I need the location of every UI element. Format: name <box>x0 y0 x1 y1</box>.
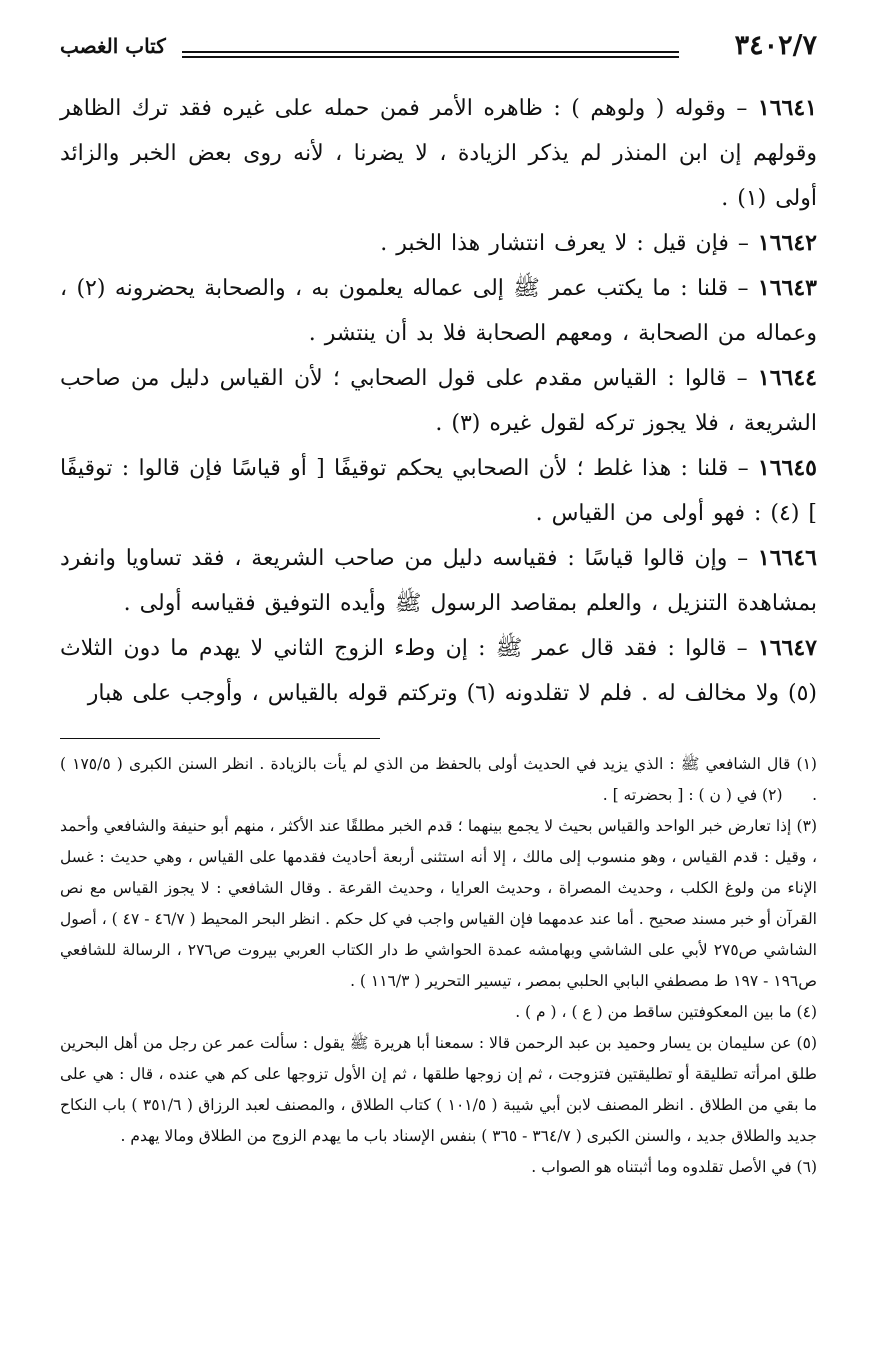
paragraph-text: قالوا : فقد قال عمر ﷺ : إن وطء الزوج الثاني لا يهدم ما دون الثلاث (٥) ولا مخالف له . فلم لا تقلدونه (٦) وتركتم قوله بالقياس ، وأوجب على هبار <box>60 636 817 706</box>
paragraph-number: ١٦٦٤٥ <box>757 455 817 481</box>
footnote-1 <box>60 749 817 811</box>
paragraph-number: ١٦٦٤٧ <box>757 635 817 661</box>
paragraph-text: قالوا : القياس مقدم على قول الصحابي ؛ لأن القياس دليل من صاحب الشريعة ، فلا يجوز تركه لقول غيره (٣) . <box>60 366 817 436</box>
paragraph-number: ١٦٦٤٦ <box>757 545 817 571</box>
paragraph: ١٦٦٤٣ – قلنا : ما يكتب عمر ﷺ إلى عماله يعلمون به ، والصحابة يحضرونه (٢) ، وعماله من الصحابة ، ومعهم الصحابة فلا بد أن ينتشر . <box>60 275 817 346</box>
footnote-3: (٣) إذا تعارض خبر الواحد والقياس بحيث لا يجمع بينهما ؛ قدم الخبر مطلقًا عند الأكثر ، منهم أبو حنيفة والشافعي وأحمد ، وقيل : قدم القياس ، وهو منسوب إلى مالك ، إلا أنه استثنى أربعة أحاديث فقدمها على القياس ، وهي حديث : غسل الإناء من ولوغ الكلب ، وحديث المصراة ، وحديث العرايا ، وحديث القرعة . وقال الشافعي : لا يجوز القياس مع نص القرآن أو خبر مسند صحيح . أما عند عدمهما فإن القياس واجب في كل حكم . انظر البحر المحيط ( ٤٦/٧ - ٤٧ ) ، أصول الشاشي ص٢٧٥ لأبي على الشاشي وبهامشه عمدة الحواشي ط دار الكتاب العربي بيروت ص٢٧٦ ، الرسالة للشافعي ص١٩٦ - ١٩٧ ط مصطفي البابي الحلبي بمصر ، تيسير التحرير ( ١١٦/٣ ) . <box>60 817 817 990</box>
footnote-text: (١) قال الشافعي ﷺ : الذي يزيد في الحديث أولى بالحفظ من الذي لم يأت بالزيادة . انظر السنن الكبرى ( ١٧٥/٥ ) . <box>60 755 817 804</box>
footnote-5: (٥) عن سليمان بن يسار وحميد بن عبد الرحمن قالا : سمعنا أبا هريرة ﷺ يقول : سألت عمر عن رجل من أهل البحرين طلق امرأته تطليقة أو تطليقتين فتزوجت ، ثم إن زوجها طلقها ، ثم إن الأول تزوجها على كم هي عنده ، قال : هي على ما بقي من الطلاق . انظر المصنف لابن أبي شيبة ( ١٠١/٥ ) كتاب الطلاق ، والمصنف لعبد الرزاق ( ٣٥١/٦ ) باب النكاح جديد والطلاق جديد ، والسنن الكبرى ( ٣٦٤/٧ - ٣٦٥ ) بنفس الإسناد باب ما يهدم الزوج من الطلاق ومالا يهدم . <box>60 1034 818 1145</box>
paragraph-number: ١٦٦٤٣ <box>757 275 817 301</box>
page-number: ٣٤٠٢/٧ <box>734 30 817 61</box>
paragraph: ١٦٦٤٧ – قالوا : فقد قال عمر ﷺ : إن وطء الزوج الثاني لا يهدم ما دون الثلاث (٥) ولا مخالف له . فلم لا تقلدونه (٦) وتركتم قوله بالقياس ، وأوجب على هبار <box>60 635 817 706</box>
paragraph-number: ١٦٦٤٤ <box>757 365 817 391</box>
footnote-4: (٤) ما بين المعكوفتين ساقط من ( ع ) ، ( م ) . <box>515 1003 817 1021</box>
paragraph-number: ١٦٦٤٢ <box>757 230 817 256</box>
book-title: كتاب الغصب <box>60 34 166 58</box>
paragraph-text: قلنا : هذا غلط ؛ لأن الصحابي يحكم توقيفًا [ أو قياسًا فإن قالوا : توقيفًا ] (٤) : فهو أولى من القياس . <box>60 456 817 526</box>
paragraph: ١٦٦٤٤ – قالوا : القياس مقدم على قول الصحابي ؛ لأن القياس دليل من صاحب الشريعة ، فلا يجوز تركه لقول غيره (٣) . <box>60 365 817 436</box>
footnotes <box>60 749 817 1183</box>
paragraph: ١٦٦٤١ – وقوله ( ولوهم ) : ظاهره الأمر فمن حمله على غيره فقد ترك الظاهر وقولهم إن ابن المنذر لم يذكر الزيادة ، لا يضرنا ، لأنه روى بعض الخبر والزائد أولى (١) . <box>60 95 817 211</box>
paragraph: ١٦٦٤٢ – فإن قيل : لا يعرف انتشار هذا الخبر . <box>380 230 817 256</box>
footnote-divider <box>60 738 380 739</box>
paragraph-text: فإن قيل : لا يعرف انتشار هذا الخبر . <box>380 231 729 256</box>
paragraph: ١٦٦٤٥ – قلنا : هذا غلط ؛ لأن الصحابي يحكم توقيفًا [ أو قياسًا فإن قالوا : توقيفًا ] (٤) : فهو أولى من القياس . <box>60 455 817 526</box>
paragraph-text: وقوله ( ولوهم ) : ظاهره الأمر فمن حمله على غيره فقد ترك الظاهر وقولهم إن ابن المنذر لم يذكر الزيادة ، لا يضرنا ، لأنه روى بعض الخبر والزائد أولى (١) . <box>60 96 817 211</box>
page <box>60 30 817 1346</box>
paragraph-text: وإن قالوا قياسًا : فقياسه دليل من صاحب الشريعة ، فقد تساويا وانفرد بمشاهدة التنزيل ، والعلم بمقاصد الرسول ﷺ وأيده التوفيق فقياسه أولى . <box>60 546 817 616</box>
paragraph-number: ١٦٦٤١ <box>757 95 817 121</box>
footnote-6: (٦) في الأصل تقلدوه وما أثبتناه هو الصواب . <box>531 1158 817 1176</box>
footnote-2: (٢) في ( ن ) : [ بحضرته ] . <box>602 786 783 804</box>
paragraph: ١٦٦٤٦ – وإن قالوا قياسًا : فقياسه دليل من صاحب الشريعة ، فقد تساويا وانفرد بمشاهدة التنزيل ، والعلم بمقاصد الرسول ﷺ وأيده التوفيق فقياسه أولى . <box>60 545 817 616</box>
page-header <box>60 30 817 70</box>
header-rule <box>182 51 679 58</box>
main-text <box>60 86 817 716</box>
paragraph-text: قلنا : ما يكتب عمر ﷺ إلى عماله يعلمون به ، والصحابة يحضرونه (٢) ، وعماله من الصحابة ، ومعهم الصحابة فلا بد أن ينتشر . <box>60 276 817 346</box>
